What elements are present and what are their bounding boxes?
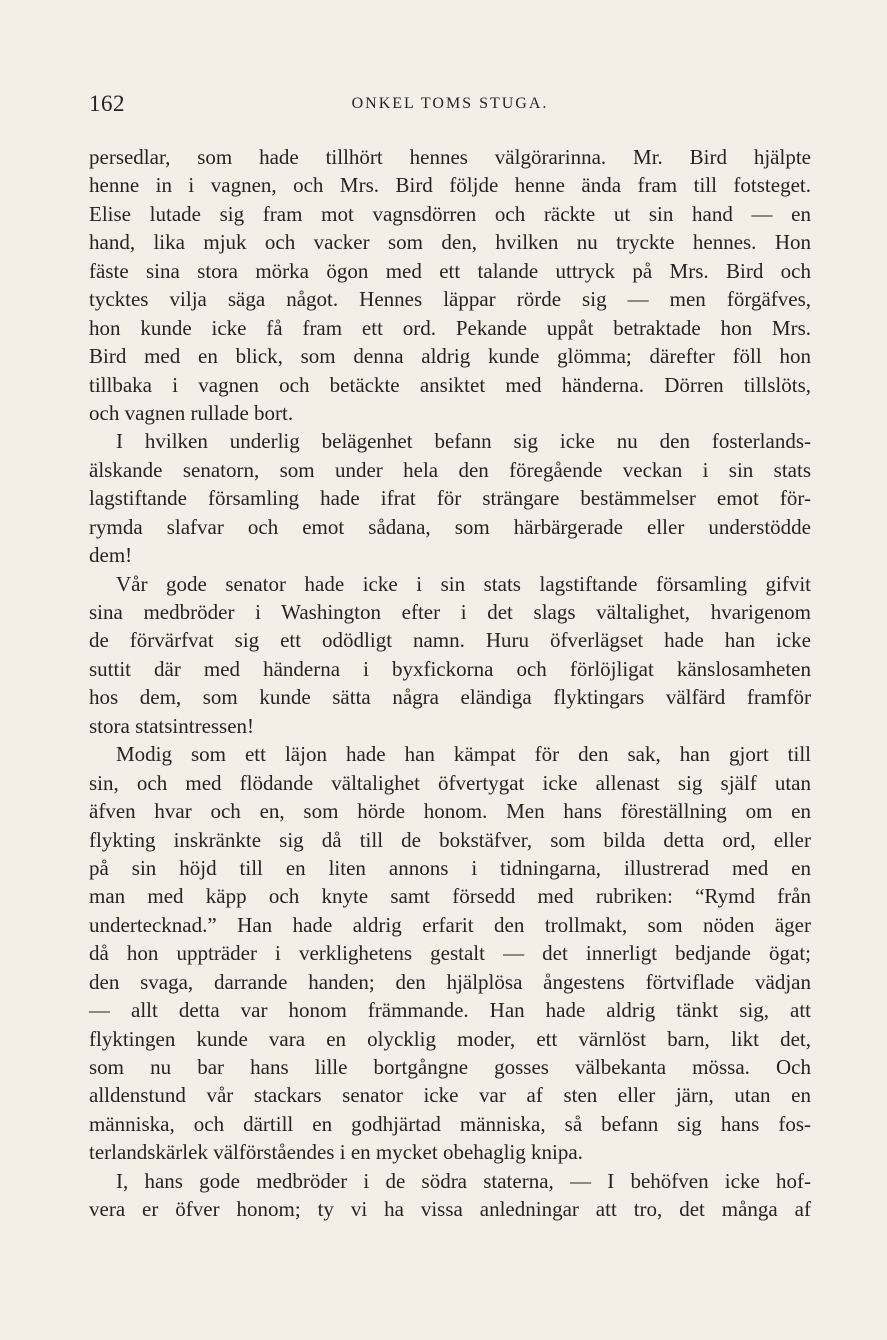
text-line: och vagnen rullade bort. [89, 400, 294, 425]
text-line: man med käpp och knyte samt försedd med rubriken: “Rymd från [89, 884, 811, 909]
text-line: tycktes vilja säga något. Hennes läppar rörde sig — men förgäfves, [89, 287, 811, 312]
running-title: ONKEL TOMS STUGA. [351, 95, 549, 112]
text-line: den svaga, darrande handen; den hjälplösa ångestens förtviflade vädjan [89, 969, 811, 994]
text-line: rymda slafvar och emot sådana, som härbärgerade eller understödde [89, 514, 811, 539]
text-line: människa, och därtill en godhjärtad människa, så befann sig hans fos- [89, 1111, 811, 1136]
text-line: Elise lutade sig fram mot vagnsdörren och räckte ut sin hand — en [89, 201, 811, 226]
text-line: persedlar, som hade tillhört hennes välgörarinna. Mr. Bird hjälpte [89, 145, 811, 169]
text-line: flyktingen kunde vara en olycklig moder, ett värnlöst barn, likt det, [89, 1026, 811, 1051]
text-line: I hvilken underlig belägenhet befann sig icke nu den fosterlands- [116, 429, 811, 454]
text-line: terlandskärlek välförståendes i en mycket obehaglig knipa. [89, 1140, 583, 1165]
text-line: — allt detta var honom främmande. Han hade aldrig tänkt sig, att [89, 998, 811, 1023]
text-line: äfven hvar och en, som hörde honom. Men hans föreställning om en [89, 799, 811, 824]
text-line: som nu bar hans lille bortgångne gosses välbekanta mössa. Och [89, 1055, 811, 1079]
text-line: stora statsintressen! [89, 713, 255, 738]
text-line: sina medbröder i Washington efter i det slags vältalighet, hvarigenom [89, 600, 811, 624]
text-line: sin, och med flödande vältalighet öfvertygat icke allenast sig själf utan [89, 770, 811, 795]
text-line: fäste sina stora mörka ögon med ett talande uttryck på Mrs. Bird och [89, 258, 811, 283]
text-line: Modig som ett läjon hade han kämpat för den sak, han gjort till [116, 742, 811, 767]
text-line: på sin höjd till en liten annons i tidningarna, illustrerad med en [89, 855, 811, 880]
text-line: vera er öfver honom; ty vi ha vissa anledningar att tro, det många af [89, 1197, 811, 1222]
page-number: 162 [89, 91, 125, 116]
text-line: alldenstund vår stackars senator icke var af sten eller järn, utan en [89, 1083, 811, 1108]
text-line: Vår gode senator hade icke i sin stats lagstiftande församling gifvit [116, 571, 811, 596]
text-line: hos dem, som kunde sätta några eländiga flyktingars välfärd framför [89, 685, 811, 710]
text-line: flykting inskränkte sig då till de bokstäfver, som bilda detta ord, eller [89, 827, 811, 852]
text-line: lagstiftande församling hade ifrat för strängare bestämmelser emot för- [89, 486, 811, 511]
text-line: undertecknad.” Han hade aldrig erfarit den trollmakt, som nöden äger [89, 912, 811, 937]
body-text [89, 143, 811, 1224]
page-header [89, 91, 811, 121]
text-line: suttit där med händerna i byxfickorna och förlöjligat känslosamheten [89, 656, 811, 681]
text-line: de förvärfvat sig ett odödligt namn. Huru öfverlägset hade han icke [89, 628, 811, 653]
text-line: älskande senatorn, som under hela den föregående veckan i sin stats [89, 457, 811, 482]
text-line: hon kunde icke få fram ett ord. Pekande uppåt betraktade hon Mrs. [89, 315, 811, 340]
text-line: då hon uppträder i verklighetens gestalt — det innerligt bedjande ögat; [89, 941, 811, 966]
text-line: Bird med en blick, som denna aldrig kunde glömma; därefter föll hon [89, 344, 811, 369]
text-line: dem! [89, 543, 133, 568]
text-line: hand, lika mjuk och vacker som den, hvilken nu tryckte hennes. Hon [89, 230, 811, 255]
text-line: I, hans gode medbröder i de södra staterna, — I behöfven icke hof- [116, 1168, 811, 1193]
text-line: henne in i vagnen, och Mrs. Bird följde henne ända fram till fotsteget. [89, 173, 811, 198]
text-line: tillbaka i vagnen och betäckte ansiktet med händerna. Dörren tillslöts, [89, 372, 811, 397]
